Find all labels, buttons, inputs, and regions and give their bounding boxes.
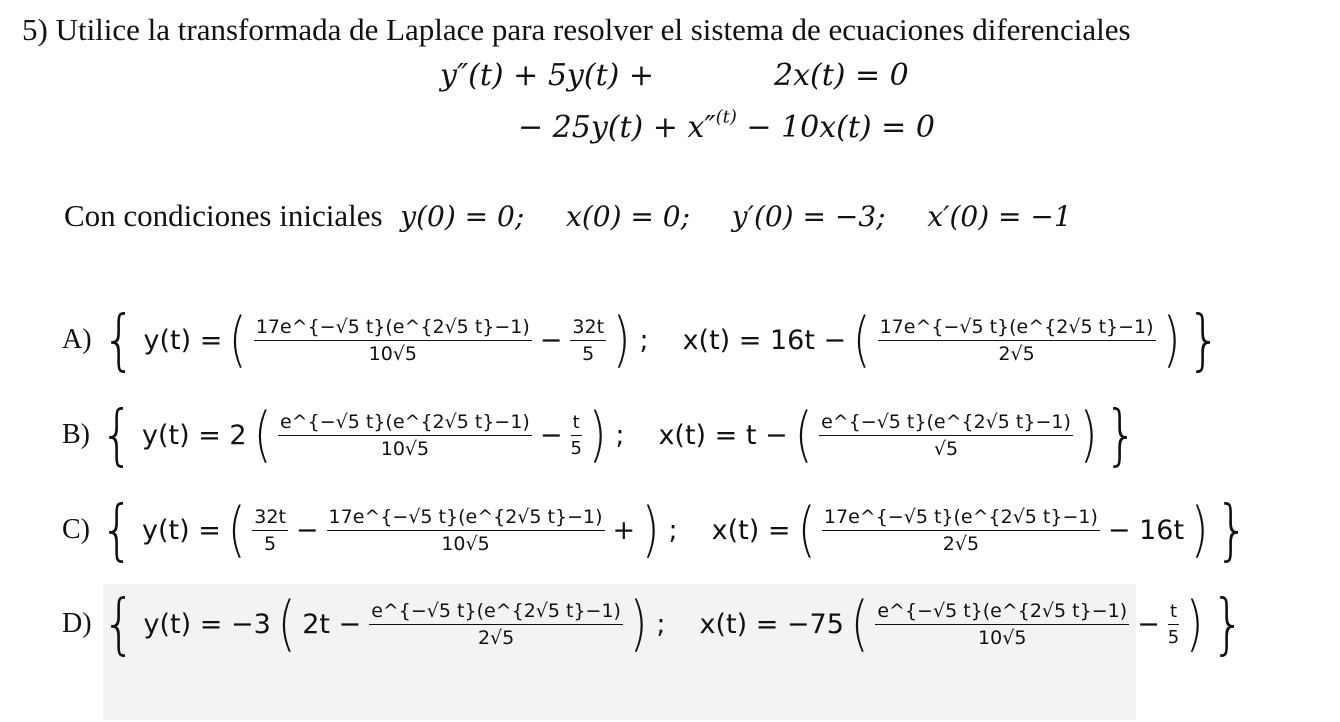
option-a-label: A)	[62, 324, 92, 355]
fraction-numerator: 17e^{−√5 t}(e^{2√5 t}−1)	[822, 506, 1100, 531]
right-brace: }	[1210, 585, 1245, 662]
fraction	[252, 506, 288, 555]
fraction-denominator: 2√5	[942, 532, 980, 555]
option-d[interactable]	[62, 584, 1249, 664]
fraction-numerator: e^{−√5 t}(e^{2√5 t}−1)	[278, 411, 532, 436]
fraction-denominator: 5	[570, 437, 582, 459]
fraction-denominator: 10√5	[368, 342, 417, 365]
fraction	[369, 600, 623, 649]
right-paren: )	[1079, 400, 1098, 470]
condition-dy0: y′(0) = −3;	[731, 200, 886, 233]
fraction	[327, 506, 605, 555]
separator: ;	[639, 324, 649, 356]
left-paren: (	[797, 495, 815, 565]
option-c-x-tail: − 16t	[1107, 514, 1185, 546]
equation-1-left: y″(t) + 5y(t) +	[440, 58, 654, 93]
fraction	[822, 506, 1100, 555]
right-paren: )	[1190, 495, 1209, 565]
left-paren: (	[277, 589, 296, 659]
left-paren: (	[850, 589, 869, 659]
equation-2-right: − 10x(t) = 0	[736, 110, 935, 145]
option-c[interactable]	[62, 490, 1253, 570]
right-brace: }	[1215, 491, 1250, 568]
condition-x0: x(0) = 0;	[566, 200, 691, 233]
fraction-numerator: 17e^{−√5 t}(e^{2√5 t}−1)	[327, 506, 605, 531]
fraction	[878, 316, 1156, 365]
right-paren: )	[1186, 589, 1204, 659]
operator: −	[539, 419, 563, 451]
operator: +	[612, 514, 636, 546]
option-b-x-prefix: x(t) = t −	[658, 419, 788, 451]
option-c-label: C)	[62, 514, 90, 545]
fraction-denominator: 2√5	[998, 342, 1035, 365]
left-brace: {	[100, 491, 134, 568]
option-b-y-prefix: y(t) = 2	[142, 419, 247, 451]
left-paren: (	[227, 495, 246, 565]
fraction-numerator: 17e^{−√5 t}(e^{2√5 t}−1)	[254, 316, 532, 341]
fraction	[254, 316, 532, 365]
equation-2	[518, 106, 935, 145]
option-c-x-prefix: x(t) =	[711, 514, 791, 546]
fraction-numerator: t	[1168, 601, 1179, 625]
fraction	[278, 411, 532, 460]
left-brace: {	[101, 301, 136, 378]
option-a[interactable]	[62, 300, 1225, 380]
fraction	[1168, 601, 1179, 648]
left-brace: {	[101, 585, 136, 662]
fraction-denominator: 5	[582, 342, 595, 365]
fraction-denominator: 10√5	[978, 626, 1027, 649]
fraction-numerator: 32t	[570, 316, 606, 341]
right-brace: }	[1187, 301, 1221, 378]
right-brace: }	[1104, 396, 1139, 473]
fraction-numerator: e^{−√5 t}(e^{2√5 t}−1)	[819, 411, 1073, 436]
initial-conditions	[64, 198, 1096, 234]
equation-2-superscript: (t)	[715, 106, 737, 128]
right-paren: )	[1162, 305, 1181, 375]
option-d-x-prefix: x(t) = −75	[699, 608, 844, 640]
operator: −	[295, 514, 319, 546]
option-d-y-prefix: y(t) = −3	[143, 608, 271, 640]
right-paren: )	[588, 400, 607, 470]
right-paren: )	[629, 589, 648, 659]
condition-dx0: x′(0) = −1	[927, 200, 1072, 233]
right-paren: )	[612, 305, 631, 375]
left-paren: (	[853, 305, 871, 375]
fraction	[570, 316, 606, 365]
equation-1	[440, 58, 909, 93]
fraction-numerator: e^{−√5 t}(e^{2√5 t}−1)	[369, 600, 623, 625]
fraction-denominator: 10√5	[441, 532, 490, 555]
equation-2-left: − 25y(t) + x″	[518, 110, 716, 145]
operator: −	[1137, 608, 1160, 640]
option-c-y-prefix: y(t) =	[142, 514, 221, 546]
fraction-numerator: 17e^{−√5 t}(e^{2√5 t}−1)	[878, 316, 1156, 341]
question-text: 5) Utilice la transformada de Laplace para resolver el sistema de ecuaciones diferenciales	[22, 12, 1131, 47]
operator: −	[539, 324, 563, 356]
option-a-x-prefix: x(t) = 16t −	[682, 324, 847, 356]
fraction-denominator: 10√5	[380, 437, 430, 460]
option-a-y-prefix: y(t) =	[143, 324, 223, 356]
fraction	[570, 412, 581, 459]
option-d-label: D)	[62, 608, 92, 639]
condition-y0: y(0) = 0;	[400, 200, 525, 233]
separator: ;	[615, 419, 625, 451]
option-b[interactable]	[62, 395, 1142, 475]
conditions-label: Con condiciones iniciales	[64, 198, 383, 233]
left-paren: (	[253, 400, 272, 470]
separator: ;	[656, 608, 666, 640]
fraction-denominator: 5	[1167, 626, 1180, 648]
option-b-label: B)	[62, 419, 90, 450]
fraction-denominator: √5	[933, 437, 959, 460]
left-paren: (	[229, 305, 247, 375]
fraction-denominator: 2√5	[477, 626, 515, 649]
fraction-denominator: 5	[264, 532, 277, 555]
left-brace: {	[100, 396, 134, 473]
fraction-numerator: e^{−√5 t}(e^{2√5 t}−1)	[875, 600, 1129, 625]
fraction	[875, 600, 1129, 649]
fraction-numerator: 32t	[252, 506, 288, 531]
left-paren: (	[794, 400, 813, 470]
right-paren: )	[642, 495, 660, 565]
equation-1-right: 2x(t) = 0	[774, 58, 909, 93]
option-d-y-inner: 2t −	[302, 608, 362, 640]
separator: ;	[668, 514, 678, 546]
fraction	[819, 411, 1073, 460]
fraction-numerator: t	[571, 412, 582, 436]
